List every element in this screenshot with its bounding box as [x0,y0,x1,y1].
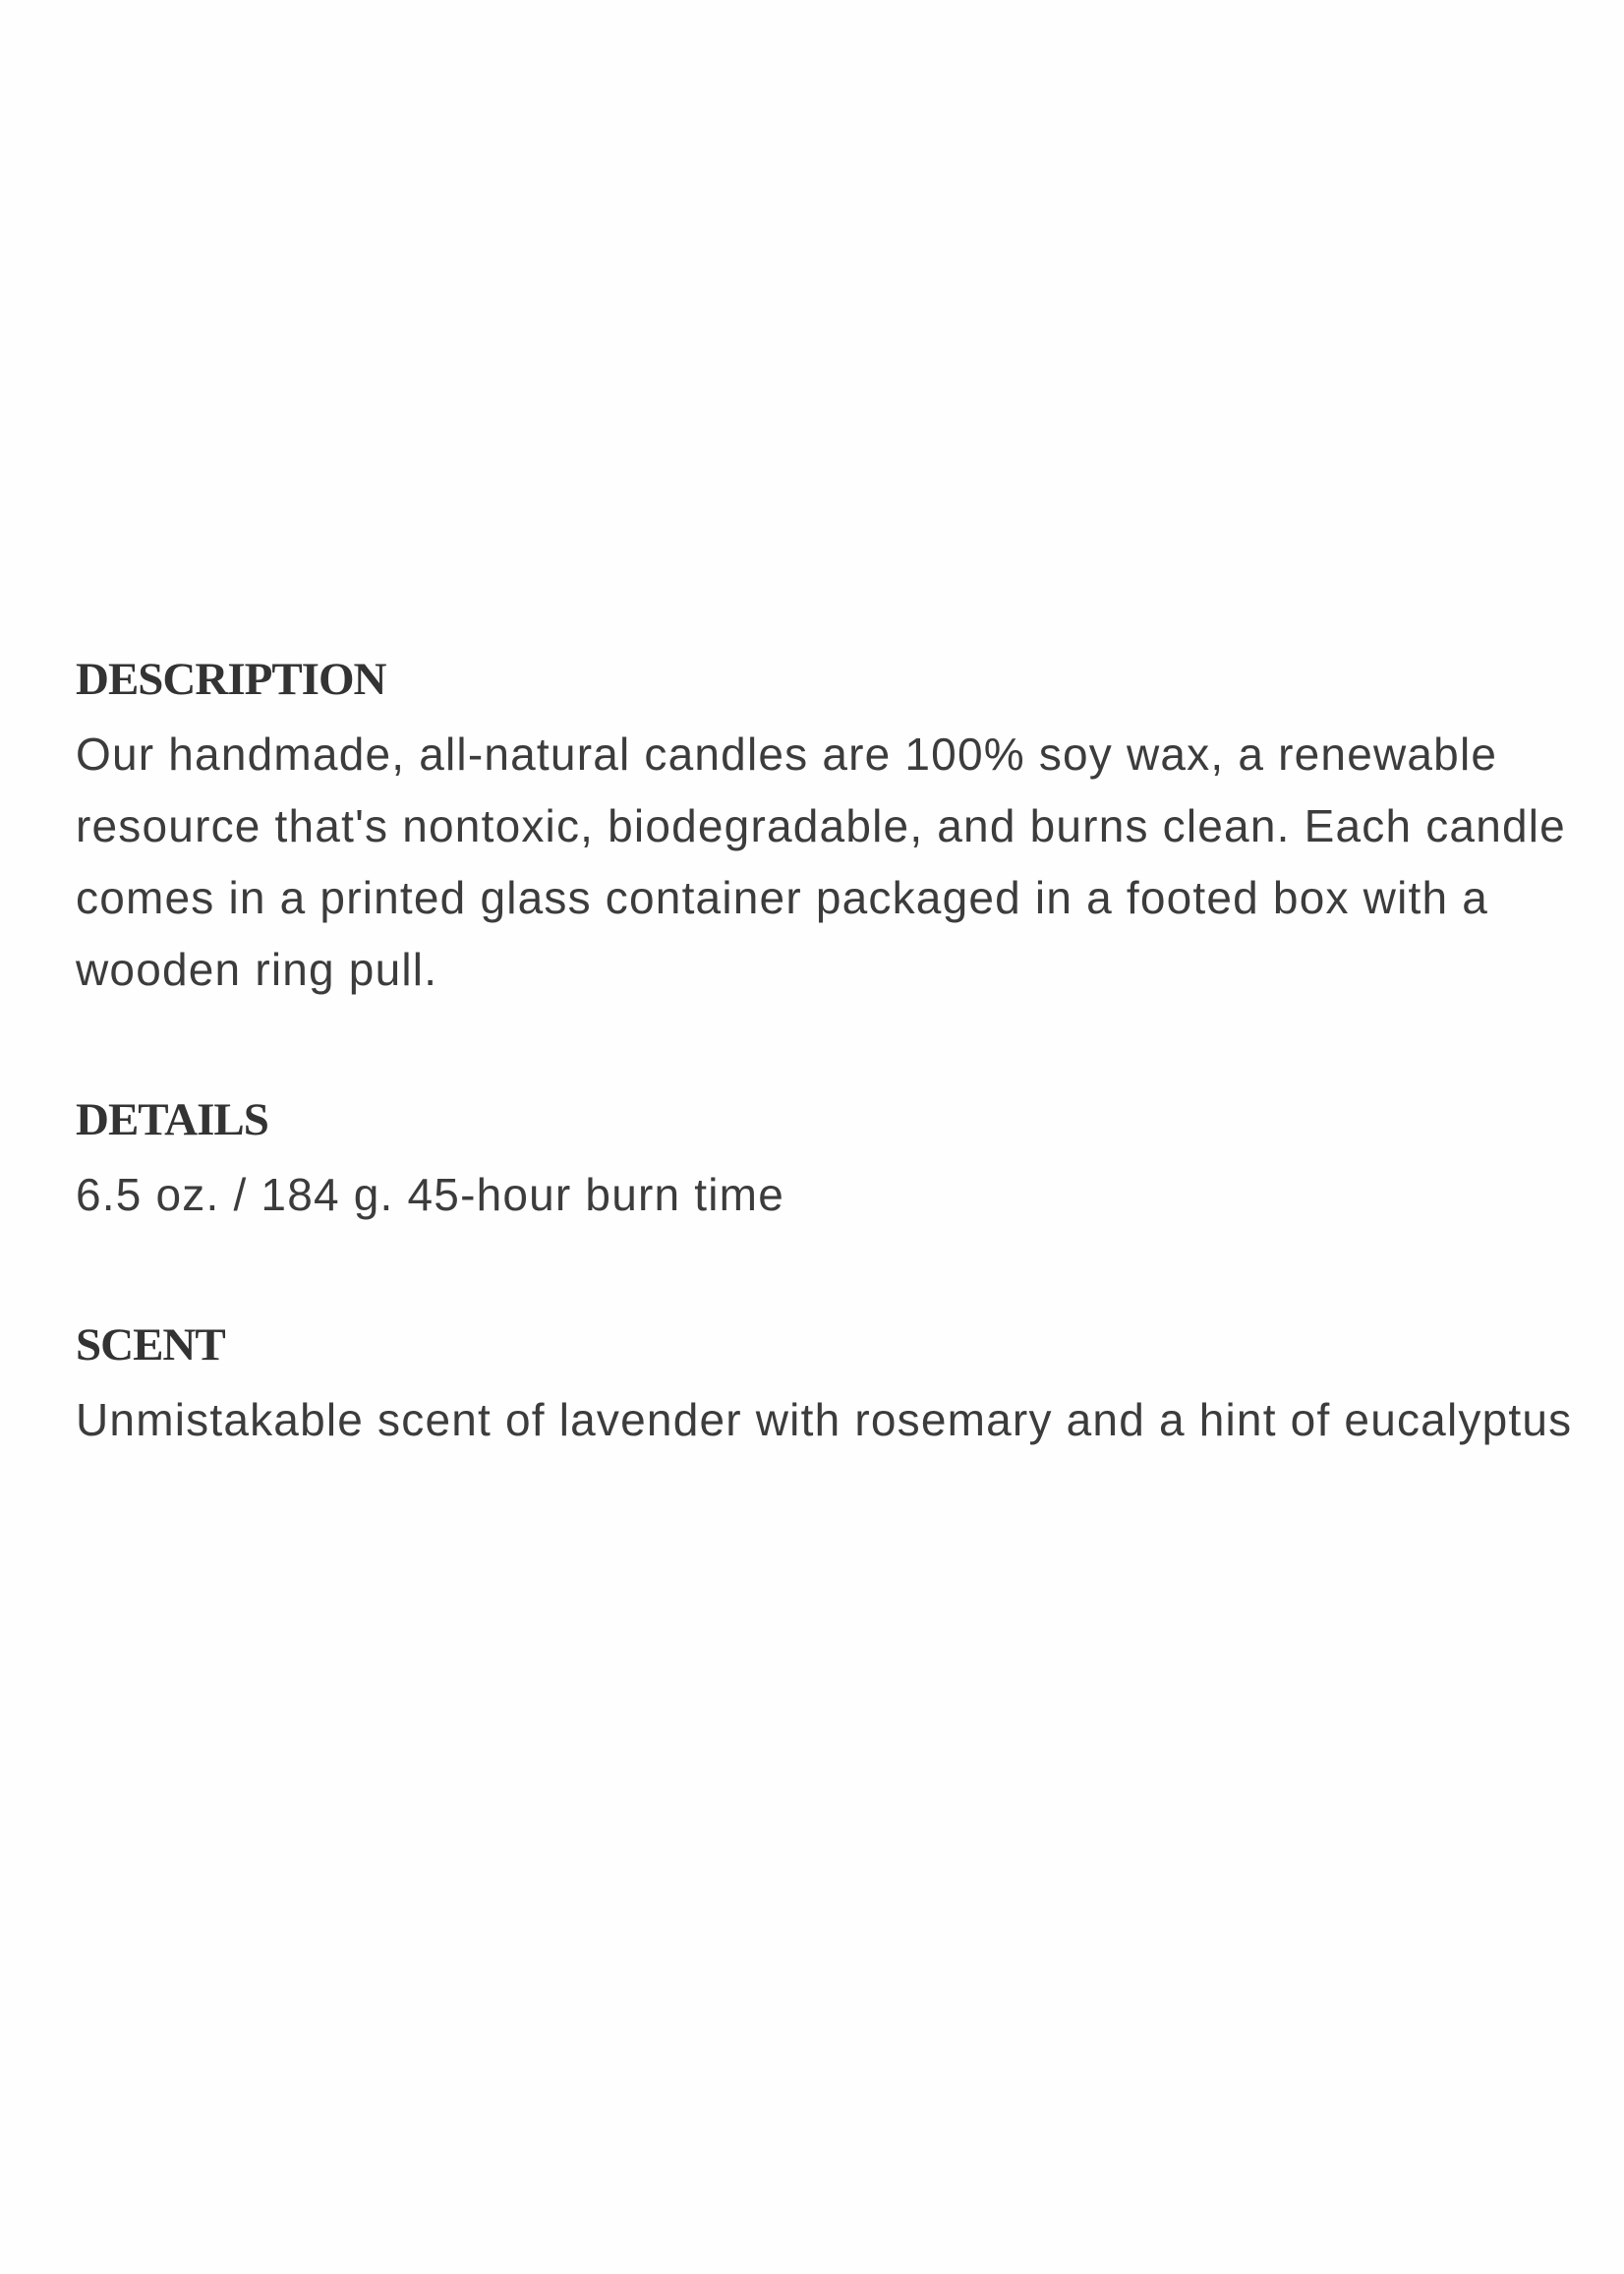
product-info-content [76,652,1590,1456]
details-heading: DETAILS [76,1094,268,1145]
details-section [76,1092,1590,1231]
scent-text: Unmistakable scent of lavender with rosemary and a hint of eucalyptus [76,1394,1573,1445]
description-heading: DESCRIPTION [76,654,386,705]
details-text: 6.5 oz. / 184 g. 45-hour burn time [76,1169,784,1220]
scent-section [76,1317,1590,1456]
scent-heading: SCENT [76,1319,225,1370]
description-text: Our handmade, all-natural candles are 100% soy wax, a renewable resource that's nontoxic, biodegradable, and burns clean. Each candle comes in a printed glass container packaged in a footed box with a wooden ring pull. [76,729,1566,995]
description-section [76,652,1590,1006]
